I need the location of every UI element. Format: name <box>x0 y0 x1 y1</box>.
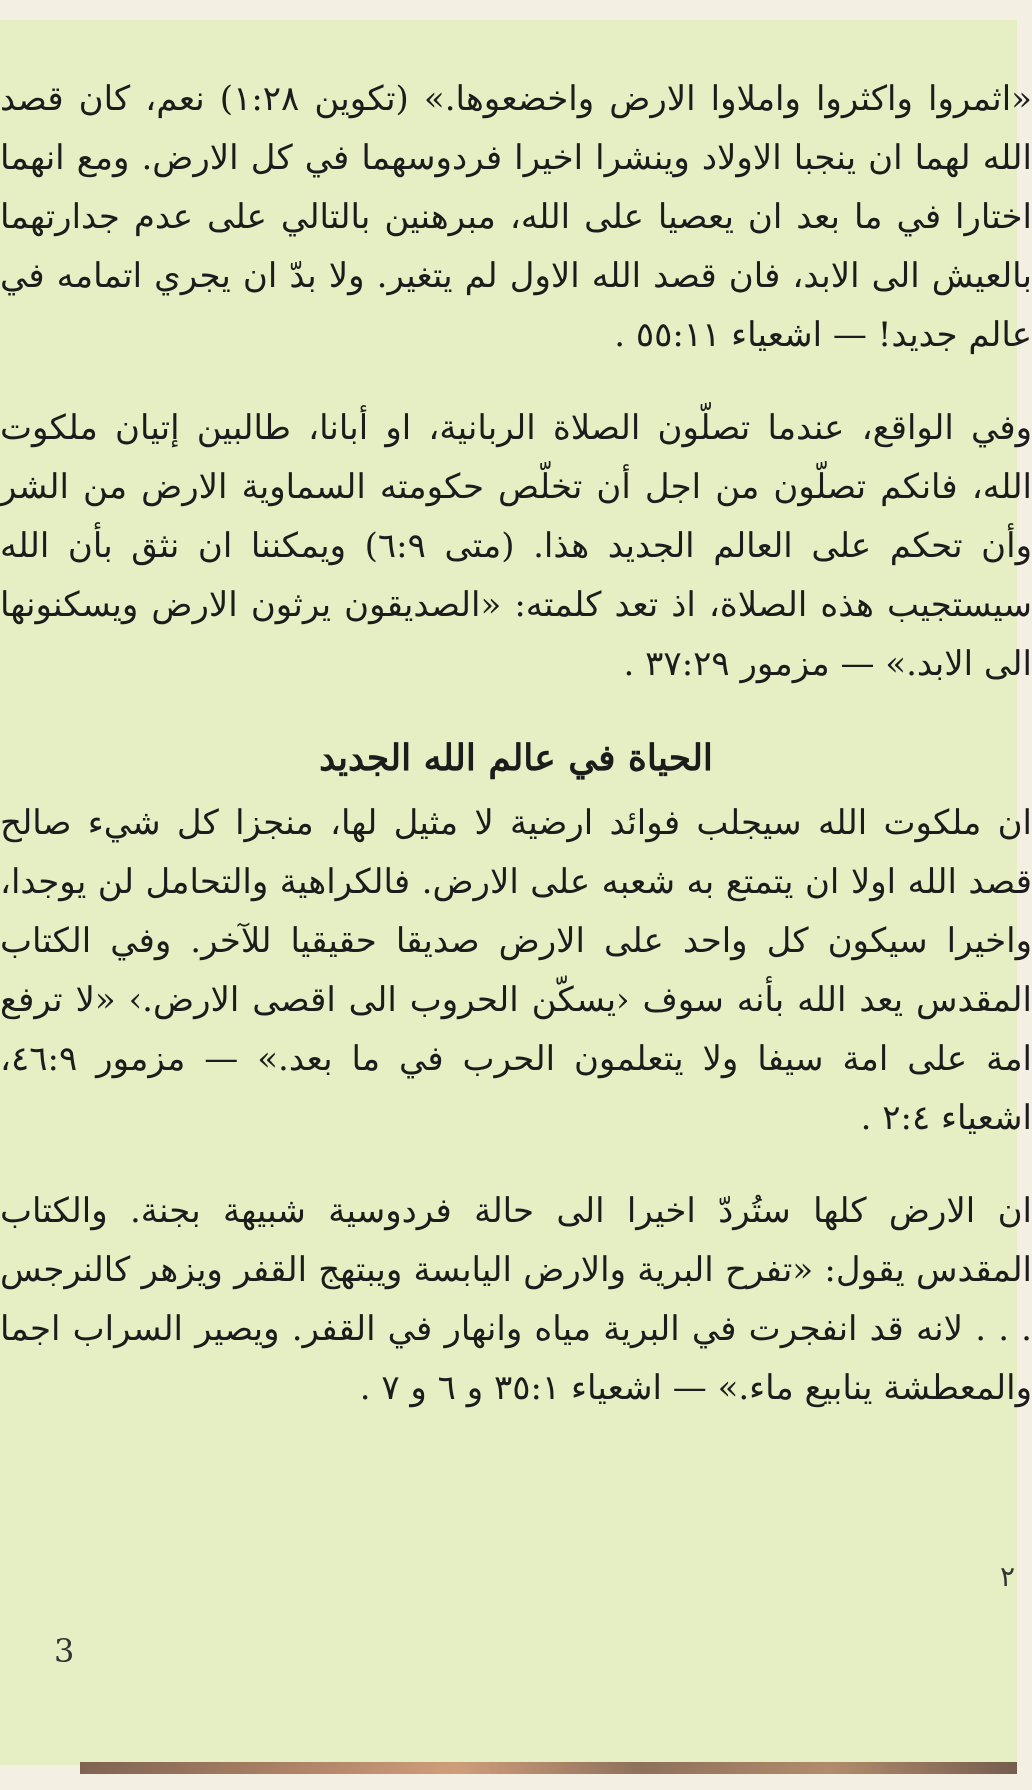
paragraph-paradise: ان الارض كلها ستُردّ اخيرا الى حالة فردوسية شبيهة بجنة. والكتاب المقدس يقول: «تفرح البرية والارض اليابسة ويبتهج القفر ويزهر كالنرجس . . . لانه قد انفجرت في البرية مياه وانهار في القفر. ويصير السراب اجما والمعطشة ينابيع ماء.» — اشعياء ٣٥:١ و ٦ و ٧ . <box>0 1191 1032 1408</box>
paragraph-lords-prayer: وفي الواقع، عندما تصلّون الصلاة الربانية، او أبانا، طالبين إتيان ملكوت الله، فانكم تصلّون من اجل أن تخلّص حكومته السماوية الارض من الشر وأن تحكم على العالم الجديد هذا. (متى ٦:٩) ويمكننا ان نثق بأن الله سيستجيب هذه الصلاة، اذ تعد كلمته: «الصديقون يرثون الارض ويسكنونها الى الابد.» — مزمور ٣٧:٢٩ . <box>0 408 1032 684</box>
page-number: 3 <box>54 1632 75 1670</box>
next-page-edge <box>80 1762 1017 1774</box>
paragraph-genesis: «اثمروا واكثروا واملاوا الارض واخضعوها.» (تكوين ١:٢٨) نعم، كان قصد الله لهما ان ينجبا الاولاد وينشرا اخيرا فردوسهما في كل الارض. ومع انهما اختارا في ما بعد ان يعصيا على الله، مبرهنين بالتالي على عدم جدارتهما بالعيش الى الابد، فان قصد الله الاول لم يتغير. ولا بدّ ان يجري اتمامه في عالم جديد! — اشعياء ٥٥:١١ . <box>0 79 1032 355</box>
book-page <box>0 20 1032 1765</box>
section-heading: الحياة في عالم الله الجديد <box>319 737 713 779</box>
edge-mark: ٢ <box>999 1560 1015 1593</box>
text-column <box>0 70 1032 1452</box>
paragraph-kingdom-benefits: ان ملكوت الله سيجلب فوائد ارضية لا مثيل لها، منجزا كل شيء صالح قصد الله اولا ان يتمتع به شعبه على الارض. فالكراهية والتحامل لن يوجدا، واخيرا سيكون كل واحد على الارض صديقا حقيقيا للآخر. وفي الكتاب المقدس يعد الله بأنه سوف ‹يسكّن الحروب الى اقصى الارض.› «لا ترفع امة على امة سيفا ولا يتعلمون الحرب في ما بعد.» — مزمور ٤٦:٩، اشعياء ٢:٤ . <box>0 803 1032 1138</box>
